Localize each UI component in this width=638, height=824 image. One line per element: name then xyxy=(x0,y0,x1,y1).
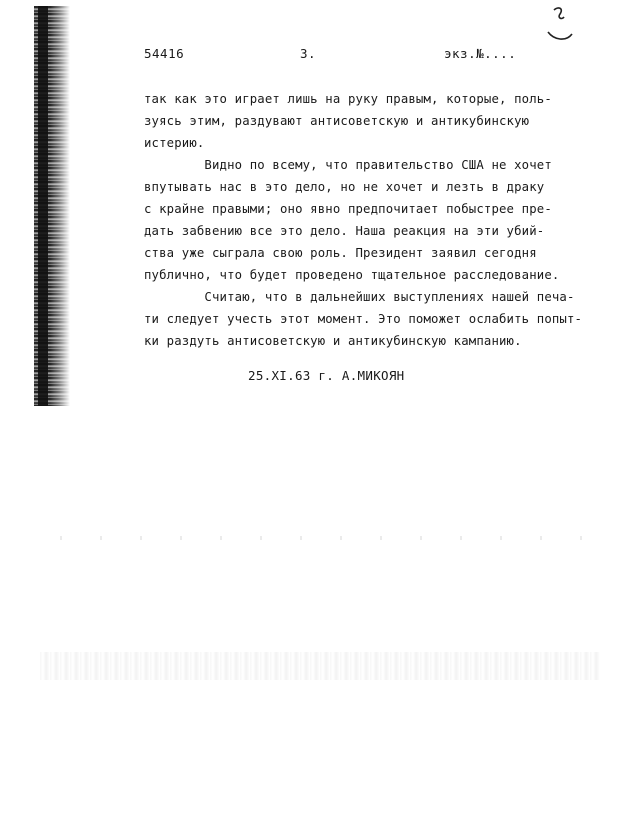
body-line: ства уже сыграла свою роль. Президент заявил сегодня xyxy=(144,246,537,260)
body-line: Видно по всему, что правительство США не хочет xyxy=(144,158,552,172)
page-number: 3. xyxy=(300,46,317,61)
document-number: 54416 xyxy=(144,46,185,61)
body-line: Считаю, что в дальнейших выступлениях нашей печа- xyxy=(144,290,575,304)
body-line: зуясь этим, раздувают антисоветскую и антикубинскую xyxy=(144,114,530,128)
body-line: с крайне правыми; оно явно предпочитает побыстрее пре- xyxy=(144,202,552,216)
document-header xyxy=(0,46,638,68)
document-body xyxy=(144,88,584,352)
body-line: дать забвению все это дело. Наша реакция на эти убий- xyxy=(144,224,545,238)
copy-number-label: экз.№.... xyxy=(444,46,517,61)
body-line: публично, что будет проведено тщательное расследование. xyxy=(144,268,560,282)
scan-artifact-band xyxy=(40,652,600,680)
body-line: ти следует учесть этот момент. Это поможет ослабить попыт- xyxy=(144,312,583,326)
body-line: ки раздуть антисоветскую и антикубинскую кампанию. xyxy=(144,334,522,348)
handwritten-corner-mark xyxy=(540,4,574,44)
body-line: так как это играет лишь на руку правым, которые, поль- xyxy=(144,92,552,106)
date-signature: 25.XI.63 г. А.МИКОЯН xyxy=(248,368,405,383)
scan-artifact-dots xyxy=(60,536,600,540)
body-line: впутывать нас в это дело, но не хочет и лезть в драку xyxy=(144,180,545,194)
body-line: истерию. xyxy=(144,136,205,150)
